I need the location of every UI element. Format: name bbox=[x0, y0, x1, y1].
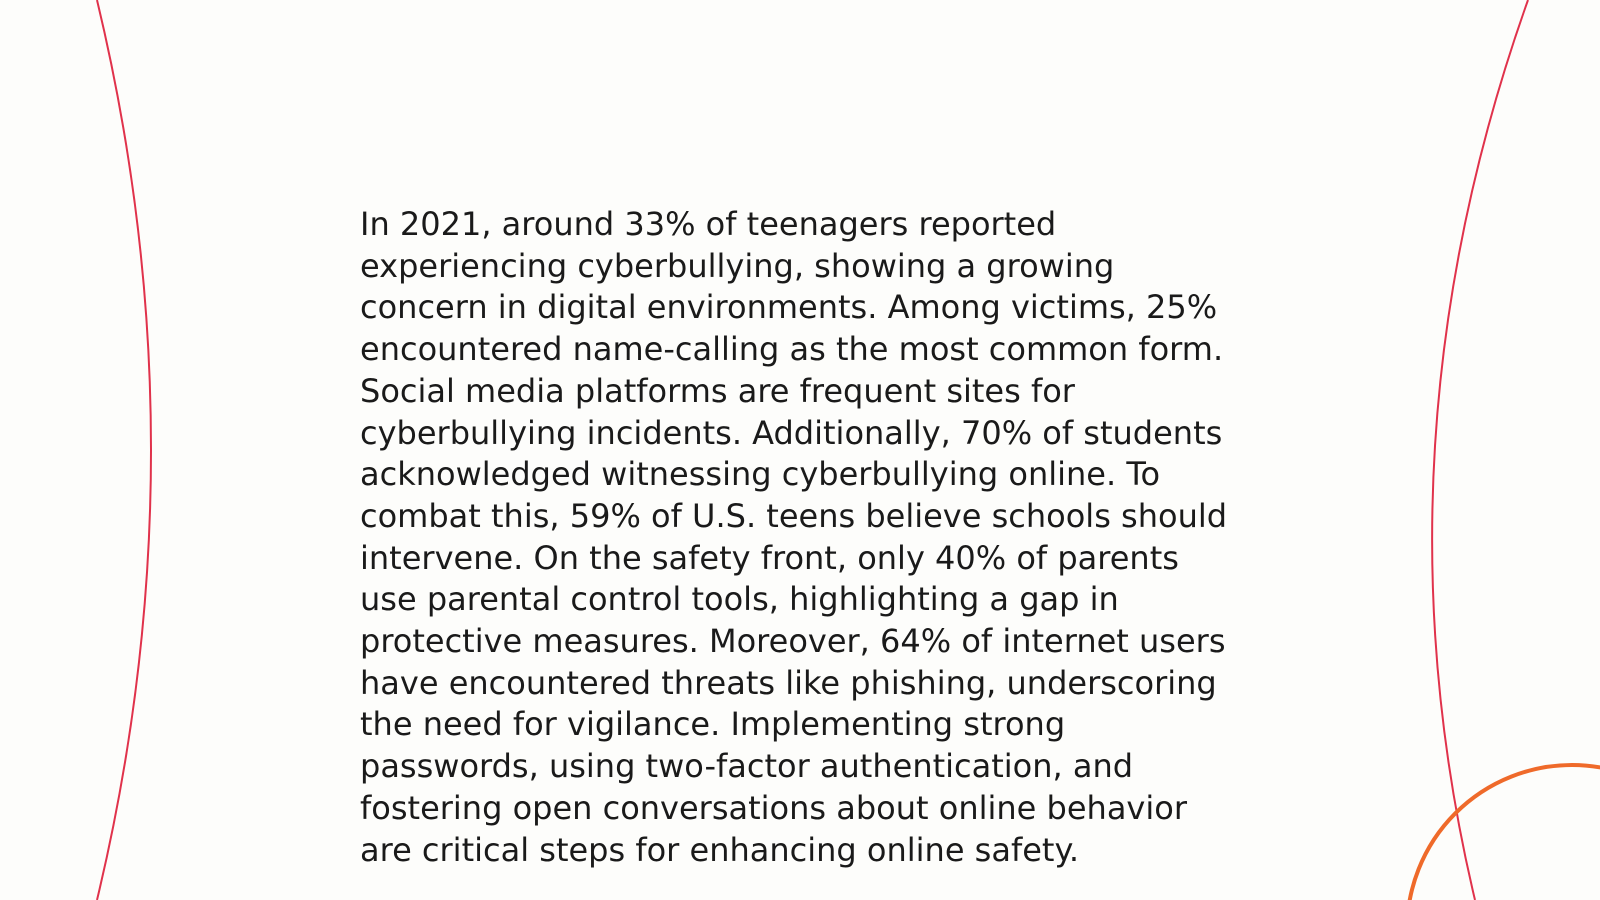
body-line-6: cyberbullying incidents. Additionally, 70% of students bbox=[360, 413, 1223, 452]
body-line-12: have encountered threats like phishing, underscoring bbox=[360, 663, 1217, 702]
body-line-10: use parental control tools, highlighting a gap in bbox=[360, 580, 1119, 619]
right-curve-line bbox=[1432, 0, 1528, 900]
body-line-8: combat this, 59% of U.S. teens believe schools should bbox=[360, 496, 1228, 535]
body-line-5: Social media platforms are frequent sites for bbox=[360, 371, 1075, 410]
left-curve-line bbox=[97, 0, 151, 900]
body-line-14: passwords, using two-factor authentication, and bbox=[360, 747, 1134, 786]
body-line-16: are critical steps for enhancing online safety. bbox=[360, 830, 1079, 869]
body-line-3: concern in digital environments. Among victims, 25% bbox=[360, 288, 1218, 327]
body-paragraph bbox=[360, 204, 1260, 871]
corner-circle-line bbox=[1407, 765, 1600, 900]
body-line-9: intervene. On the safety front, only 40% of parents bbox=[360, 538, 1179, 577]
body-line-4: encountered name-calling as the most common form. bbox=[360, 330, 1224, 369]
body-line-2: experiencing cyberbullying, showing a growing bbox=[360, 246, 1115, 285]
body-line-13: the need for vigilance. Implementing strong bbox=[360, 705, 1066, 744]
body-line-1: In 2021, around 33% of teenagers reported bbox=[360, 205, 1057, 243]
body-line-15: fostering open conversations about online behavior bbox=[360, 788, 1187, 827]
body-line-11: protective measures. Moreover, 64% of internet users bbox=[360, 622, 1226, 661]
body-line-7: acknowledged witnessing cyberbullying online. To bbox=[360, 455, 1161, 494]
